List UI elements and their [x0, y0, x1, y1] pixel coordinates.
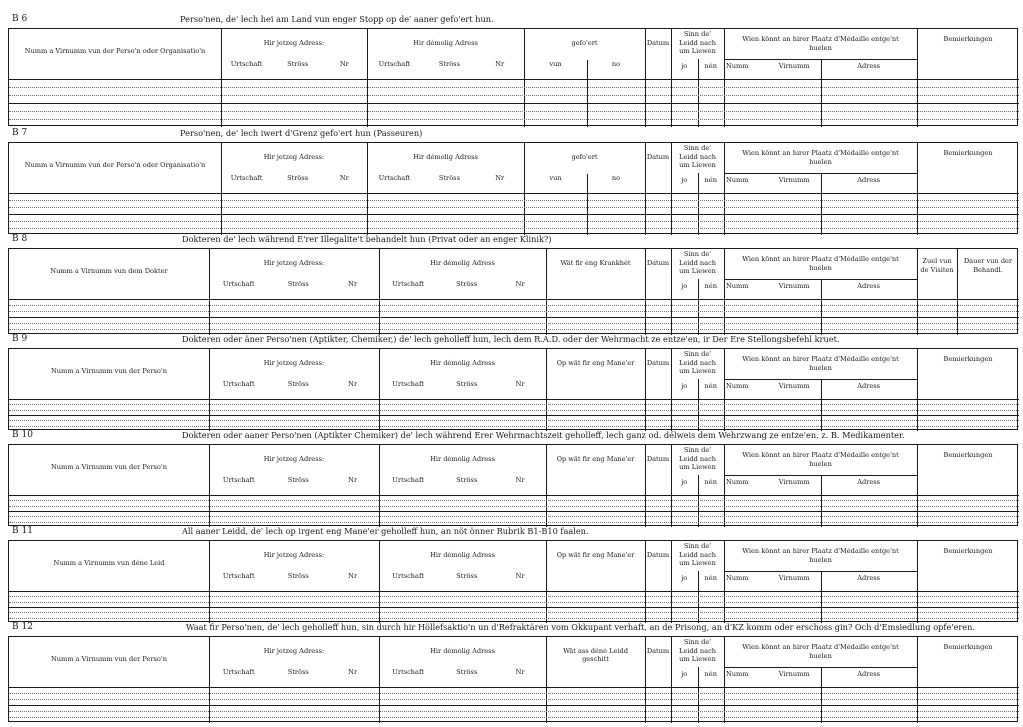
date-header: Datum: [646, 359, 670, 367]
former-address-sub-1: Ströss: [438, 60, 460, 68]
row-rule: [9, 111, 1019, 112]
current-address-sub-2: Nr: [348, 572, 358, 580]
current-address-sub-0: Urtschaft: [222, 476, 255, 484]
section-table: [8, 540, 1018, 622]
transport-from: vun: [549, 60, 562, 68]
transport-header: gefo'ert: [571, 39, 598, 47]
alive-no: nén: [704, 282, 717, 290]
remarks-header: Bemierkungen: [943, 35, 993, 43]
former-address-header: Hir démolig Adress: [430, 455, 495, 463]
current-address-header: Hir jetzeg Adress:: [263, 153, 325, 161]
visits-header: Zuel vun de Visiten: [920, 257, 954, 274]
transport-from: vun: [549, 174, 562, 182]
row-rule: [9, 228, 1019, 229]
current-address-header: Hir jetzeg Adress:: [263, 647, 325, 655]
row-rule: [9, 214, 1019, 215]
medal-address: Adress: [857, 62, 881, 70]
alive-no: nén: [704, 478, 717, 486]
name-column-header: Numm a Virnumm vun der Perso'n: [51, 367, 167, 375]
alive-yes: jo: [681, 62, 688, 70]
column-rule: [587, 60, 588, 127]
section-title-row: [8, 430, 1018, 444]
name-column-header: Numm a Virnumm vun dem Dokter: [50, 267, 168, 275]
section-code: B 9: [12, 334, 28, 344]
row-rule: [9, 511, 1019, 512]
medal-header: Wien könnt an hirer Plaatz d'Médaille entge'nt huelen: [742, 643, 899, 660]
current-address-sub-1: Ströss: [287, 380, 309, 388]
row-rule: [9, 717, 1019, 718]
section-table: [8, 348, 1018, 430]
section-code: B 6: [12, 14, 28, 24]
former-address-sub-1: Ströss: [456, 280, 478, 288]
medal-name: Numm: [726, 670, 749, 678]
row-rule: [9, 705, 1019, 706]
section-table: [8, 28, 1018, 126]
row-rule: [9, 221, 1019, 222]
former-address-sub-2: Nr: [515, 280, 525, 288]
column-rule: [821, 173, 822, 235]
section-title-row: [8, 128, 1018, 142]
alive-yes: jo: [681, 176, 688, 184]
current-address-sub-1: Ströss: [287, 60, 309, 68]
medal-firstname: Virnumm: [778, 382, 810, 390]
alive-no: nén: [704, 62, 717, 70]
row-rule: [9, 711, 1019, 712]
row-rule: [9, 426, 1019, 427]
alive-no: nén: [704, 382, 717, 390]
column-rule: [671, 29, 672, 127]
help-type-header: Wät fir eng Krankhét: [560, 259, 631, 267]
medal-header: Wien könnt an hirer Plaatz d'Médaille entge'nt huelen: [742, 149, 899, 166]
current-address-sub-2: Nr: [348, 380, 358, 388]
current-address-header: Hir jetzeg Adress:: [263, 455, 325, 463]
row-rule: [9, 193, 1019, 194]
column-rule: [821, 667, 822, 723]
medal-firstname: Virnumm: [778, 478, 810, 486]
medal-address: Adress: [857, 670, 881, 678]
row-rule: [9, 420, 1019, 421]
row-rule: [9, 323, 1019, 324]
alive-header: Sinn de' Leidd nach um Liewen: [678, 542, 717, 567]
current-address-sub-1: Ströss: [287, 476, 309, 484]
current-address-sub-1: Ströss: [287, 280, 309, 288]
row-rule: [9, 687, 1019, 688]
alive-no: nén: [704, 574, 717, 582]
date-header: Datum: [646, 551, 670, 559]
current-address-sub-1: Ströss: [287, 572, 309, 580]
section-table: [8, 248, 1018, 334]
row-rule: [9, 693, 1019, 694]
former-address-header: Hir démolig Adress: [430, 551, 495, 559]
former-address-header: Hir démolig Adress: [430, 647, 495, 655]
column-rule: [724, 541, 725, 623]
former-address-sub-1: Ströss: [456, 572, 478, 580]
former-address-header: Hir démolig Adress: [413, 39, 478, 47]
column-rule: [546, 541, 547, 623]
help-type-header: Op wät fir eng Mane'er: [556, 455, 635, 463]
row-rule: [9, 207, 1019, 208]
current-address-sub-0: Urtschaft: [222, 280, 255, 288]
former-address-sub-1: Ströss: [456, 380, 478, 388]
medal-header: Wien könnt an hirer Plaatz d'Médaille entge'nt huelen: [742, 35, 899, 52]
row-rule: [9, 329, 1019, 330]
medal-name: Numm: [726, 382, 749, 390]
remarks-header: Bemierkungen: [943, 547, 993, 555]
section-code: B 11: [12, 526, 33, 536]
section-title: Waat fir Perso'nen, de' lech geholleff hun, sin durch hir Höllefsaktio'n un d'Refraktären vom Okkupant verhaft, an de Prisong, an d'KZ komm oder erschoss gin? Och d'Emsiedlung opfe'eren.: [186, 622, 976, 632]
alive-yes: jo: [681, 382, 688, 390]
row-rule: [9, 607, 1019, 608]
medal-firstname: Virnumm: [778, 176, 810, 184]
current-address-sub-1: Ströss: [287, 668, 309, 676]
section-table: [8, 444, 1018, 526]
column-rule: [546, 349, 547, 431]
former-address-header: Hir démolig Adress: [430, 359, 495, 367]
medal-address: Adress: [857, 382, 881, 390]
current-address-sub-0: Urtschaft: [222, 572, 255, 580]
medal-address: Adress: [857, 176, 881, 184]
help-type-header: Op wät fir eng Mane'er: [556, 359, 635, 367]
column-rule: [821, 279, 822, 335]
name-column-header: Numm a Virnumm vun der Perso'n: [51, 463, 167, 471]
former-address-sub-2: Nr: [515, 572, 525, 580]
alive-header: Sinn de' Leidd nach um Liewen: [678, 638, 717, 663]
medal-firstname: Virnumm: [778, 282, 810, 290]
row-rule: [9, 299, 1019, 300]
current-address-sub-2: Nr: [348, 476, 358, 484]
former-address-sub-2: Nr: [495, 60, 505, 68]
former-address-sub-0: Urtschaft: [392, 476, 425, 484]
current-address-sub-1: Ströss: [287, 174, 309, 182]
former-address-sub-0: Urtschaft: [392, 668, 425, 676]
remarks-header: Bemierkungen: [943, 149, 993, 157]
row-rule: [9, 399, 1019, 400]
former-address-sub-0: Urtschaft: [392, 380, 425, 388]
current-address-header: Hir jetzeg Adress:: [263, 551, 325, 559]
row-rule: [9, 500, 1019, 501]
current-address-sub-0: Urtschaft: [222, 380, 255, 388]
section-title: Perso'nen, de' lech hei am Land vun enger Stopp op de' aaner gefo'ert hun.: [180, 14, 494, 24]
former-address-header: Hir démolig Adress: [430, 259, 495, 267]
current-address-sub-2: Nr: [339, 174, 349, 182]
row-rule: [9, 506, 1019, 507]
medal-name: Numm: [726, 574, 749, 582]
name-column-header: Numm a Virnumm vun der Perso'n oder Organisatio'n: [24, 161, 206, 169]
former-address-sub-0: Urtschaft: [392, 572, 425, 580]
medal-header: Wien könnt an hirer Plaatz d'Médaille entge'nt huelen: [742, 255, 899, 272]
alive-header: Sinn de' Leidd nach um Liewen: [678, 446, 717, 471]
section-code: B 7: [12, 128, 28, 138]
row-rule: [9, 311, 1019, 312]
former-address-sub-2: Nr: [515, 668, 525, 676]
row-rule: [9, 317, 1019, 318]
medal-firstname: Virnumm: [778, 574, 810, 582]
row-rule: [9, 516, 1019, 517]
date-header: Datum: [646, 455, 670, 463]
medal-address: Adress: [857, 282, 881, 290]
transport-to: no: [611, 60, 621, 68]
transport-to: no: [611, 174, 621, 182]
current-address-sub-2: Nr: [348, 668, 358, 676]
row-rule: [9, 410, 1019, 411]
row-rule: [9, 415, 1019, 416]
current-address-sub-0: Urtschaft: [230, 174, 263, 182]
row-rule: [9, 95, 1019, 96]
date-header: Datum: [646, 39, 670, 47]
former-address-sub-1: Ströss: [438, 174, 460, 182]
help-type-header: Op wät fir eng Mane'er: [556, 551, 635, 559]
section-title-row: [8, 622, 1018, 636]
medal-header: Wien könnt an hirer Plaatz d'Médaille entge'nt huelen: [742, 451, 899, 468]
name-column-header: Numm a Virnumm vun der Perso'n: [51, 655, 167, 663]
name-column-header: Numm a Virnumm vun déne Leid: [53, 559, 165, 567]
alive-header: Sinn de' Leidd nach um Liewen: [678, 350, 717, 375]
alive-header: Sinn de' Leidd nach um Liewen: [678, 144, 717, 169]
former-address-header: Hir démolig Adress: [413, 153, 478, 161]
row-rule: [9, 305, 1019, 306]
current-address-sub-0: Urtschaft: [230, 60, 263, 68]
alive-no: nén: [704, 670, 717, 678]
section-table: [8, 636, 1018, 722]
row-rule: [9, 119, 1019, 120]
section-title-row: [8, 526, 1018, 540]
former-address-sub-1: Ströss: [456, 476, 478, 484]
current-address-header: Hir jetzeg Adress:: [263, 39, 325, 47]
former-address-sub-2: Nr: [495, 174, 505, 182]
alive-yes: jo: [681, 574, 688, 582]
section-title: Perso'nen, de' lech iwert d'Grenz gefo'ert hun (Passeuren): [180, 128, 423, 138]
row-rule: [9, 103, 1019, 104]
former-address-sub-0: Urtschaft: [378, 174, 411, 182]
row-rule: [9, 200, 1019, 201]
column-rule: [724, 29, 725, 127]
row-rule: [9, 612, 1019, 613]
current-address-sub-2: Nr: [339, 60, 349, 68]
row-rule: [9, 495, 1019, 496]
current-address-header: Hir jetzeg Adress:: [263, 359, 325, 367]
row-rule: [9, 79, 1019, 80]
date-header: Datum: [646, 647, 670, 655]
row-rule: [9, 522, 1019, 523]
column-rule: [821, 59, 822, 127]
help-type-header: Wät ass déné Leidd geschitt: [563, 647, 628, 663]
alive-yes: jo: [681, 670, 688, 678]
column-rule: [724, 349, 725, 431]
current-address-sub-2: Nr: [348, 280, 358, 288]
alive-header: Sinn de' Leidd nach um Liewen: [678, 250, 717, 275]
alive-no: nén: [704, 176, 717, 184]
medal-firstname: Virnumm: [778, 62, 810, 70]
medal-name: Numm: [726, 176, 749, 184]
former-address-sub-1: Ströss: [456, 668, 478, 676]
current-address-sub-0: Urtschaft: [222, 668, 255, 676]
alive-yes: jo: [681, 282, 688, 290]
column-rule: [724, 445, 725, 527]
section-title: Dokteren de' lech während E'rer Illegalite't behandelt hun (Privat oder an enger Klinik?): [182, 234, 552, 244]
medal-header: Wien könnt an hirer Plaatz d'Médaille entge'nt huelen: [742, 547, 899, 564]
duration-header: Dauer vun der Behandl.: [963, 257, 1013, 274]
section-table: [8, 142, 1018, 234]
row-rule: [9, 618, 1019, 619]
medal-address: Adress: [857, 574, 881, 582]
row-rule: [9, 602, 1019, 603]
former-address-sub-2: Nr: [515, 380, 525, 388]
section-code: B 12: [12, 622, 33, 632]
medal-firstname: Virnumm: [778, 670, 810, 678]
section-title: All aaner Leidd, de' lech op irgent eng Mane'er geholleff hun, an nöt önner Rubrik B1-B10 faalen.: [182, 526, 589, 536]
row-rule: [9, 404, 1019, 405]
medal-name: Numm: [726, 282, 749, 290]
row-rule: [9, 596, 1019, 597]
section-title-row: [8, 334, 1018, 348]
row-rule: [9, 699, 1019, 700]
section-code: B 10: [12, 430, 33, 440]
section-title-row: [8, 234, 1018, 248]
section-title: Dokteren oder äner Perso'nen (Aptikter, Chemiker,) de' lech geholleff hun, lech dem R.A.D. oder der Wehrmacht ze entze'en, ir Der Ere Stellongsbefehl kruet.: [182, 334, 840, 344]
date-header: Datum: [646, 153, 670, 161]
name-column-header: Numm a Virnumm vun der Perso'n oder Organisatio'n: [24, 47, 206, 55]
medal-name: Numm: [726, 478, 749, 486]
former-address-sub-0: Urtschaft: [378, 60, 411, 68]
alive-header: Sinn de' Leidd nach um Liewen: [678, 30, 717, 55]
date-header: Datum: [646, 259, 670, 267]
medal-header: Wien könnt an hirer Plaatz d'Médaille entge'nt huelen: [742, 355, 899, 372]
section-title: Dokteren oder aaner Perso'nen (Aptikter Chemiker) de' lech während Erer Wehrmachtszeit geholleff, lech ganz od. délweis dem Wehrzwang ze entze'en. z. B. Medikamenter.: [182, 430, 905, 440]
former-address-sub-2: Nr: [515, 476, 525, 484]
remarks-header: Bemierkungen: [943, 451, 993, 459]
row-rule: [9, 87, 1019, 88]
remarks-header: Bemierkungen: [943, 643, 993, 651]
medal-address: Adress: [857, 478, 881, 486]
resistance-form: [8, 0, 1018, 727]
section-title-row: [8, 14, 1018, 28]
transport-header: gefo'ert: [571, 153, 598, 161]
alive-yes: jo: [681, 478, 688, 486]
medal-name: Numm: [726, 62, 749, 70]
column-rule: [546, 445, 547, 527]
current-address-header: Hir jetzeg Adress:: [263, 259, 325, 267]
row-rule: [9, 591, 1019, 592]
remarks-header: Bemierkungen: [943, 355, 993, 363]
section-code: B 8: [12, 234, 28, 244]
former-address-sub-0: Urtschaft: [392, 280, 425, 288]
